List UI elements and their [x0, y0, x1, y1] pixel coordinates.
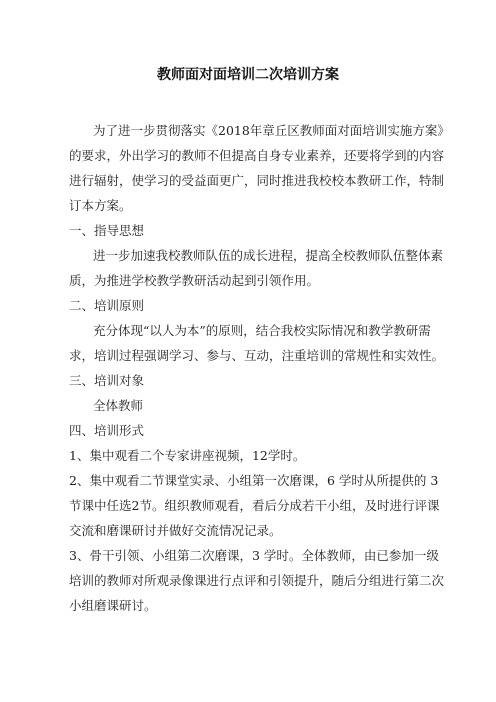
- paragraph-line: 的要求，外出学习的教师不但提高自身专业素养，还要将学到的内容: [69, 148, 445, 163]
- paragraph-line: 质，为推进学校教学教研活动起到引领作用。: [69, 273, 320, 288]
- section-heading: 二、培训原则: [69, 298, 145, 313]
- paragraph-line: 订本方案。: [69, 198, 132, 213]
- paragraph-line: 交流和磨课研讨并做好交流情况记录。: [69, 523, 282, 538]
- list-item: 3、骨干引领、小组第二次磨课，3 学时。全体教师，由已参加一级: [69, 548, 439, 563]
- section-heading: 一、指导思想: [69, 223, 145, 238]
- paragraph-line: 进行辐射，使学习的受益面更广，同时推进我校校本教研工作，特制: [69, 173, 445, 188]
- section-heading: 三、培训对象: [69, 373, 145, 388]
- section-heading: 四、培训形式: [69, 423, 145, 438]
- paragraph-line: 培训的教师对所观录像课进行点评和引领提升，随后分组进行第二次: [69, 573, 445, 588]
- paragraph-line: 节课中任选2节。组织教师观看，看后分成若干小组，及时进行评课: [69, 498, 440, 513]
- list-item: 2、集中观看二节课堂实录、小组第一次磨课，6 学时从所提供的 3: [69, 473, 439, 488]
- paragraph-line: 为了进一步贯彻落实《2018年章丘区教师面对面培训实施方案》: [93, 123, 450, 138]
- paragraph-line: 全体教师: [93, 398, 144, 413]
- list-item: 1、集中观看二个专家讲座视频，12学时。: [69, 448, 306, 463]
- paragraph-line: 充分体现“以人为本”的原则，结合我校实际情况和教学教研需: [93, 323, 431, 338]
- paragraph-line: 求，培训过程强调学习、参与、互动，注重培训的常规性和实效性。: [69, 348, 445, 363]
- paragraph-line: 进一步加速我校教师队伍的成长进程，提高全校教师队伍整体素: [93, 248, 444, 263]
- paragraph-line: 小组磨课研讨。: [69, 598, 157, 613]
- document-title: 教师面对面培训二次培训方案: [157, 67, 339, 83]
